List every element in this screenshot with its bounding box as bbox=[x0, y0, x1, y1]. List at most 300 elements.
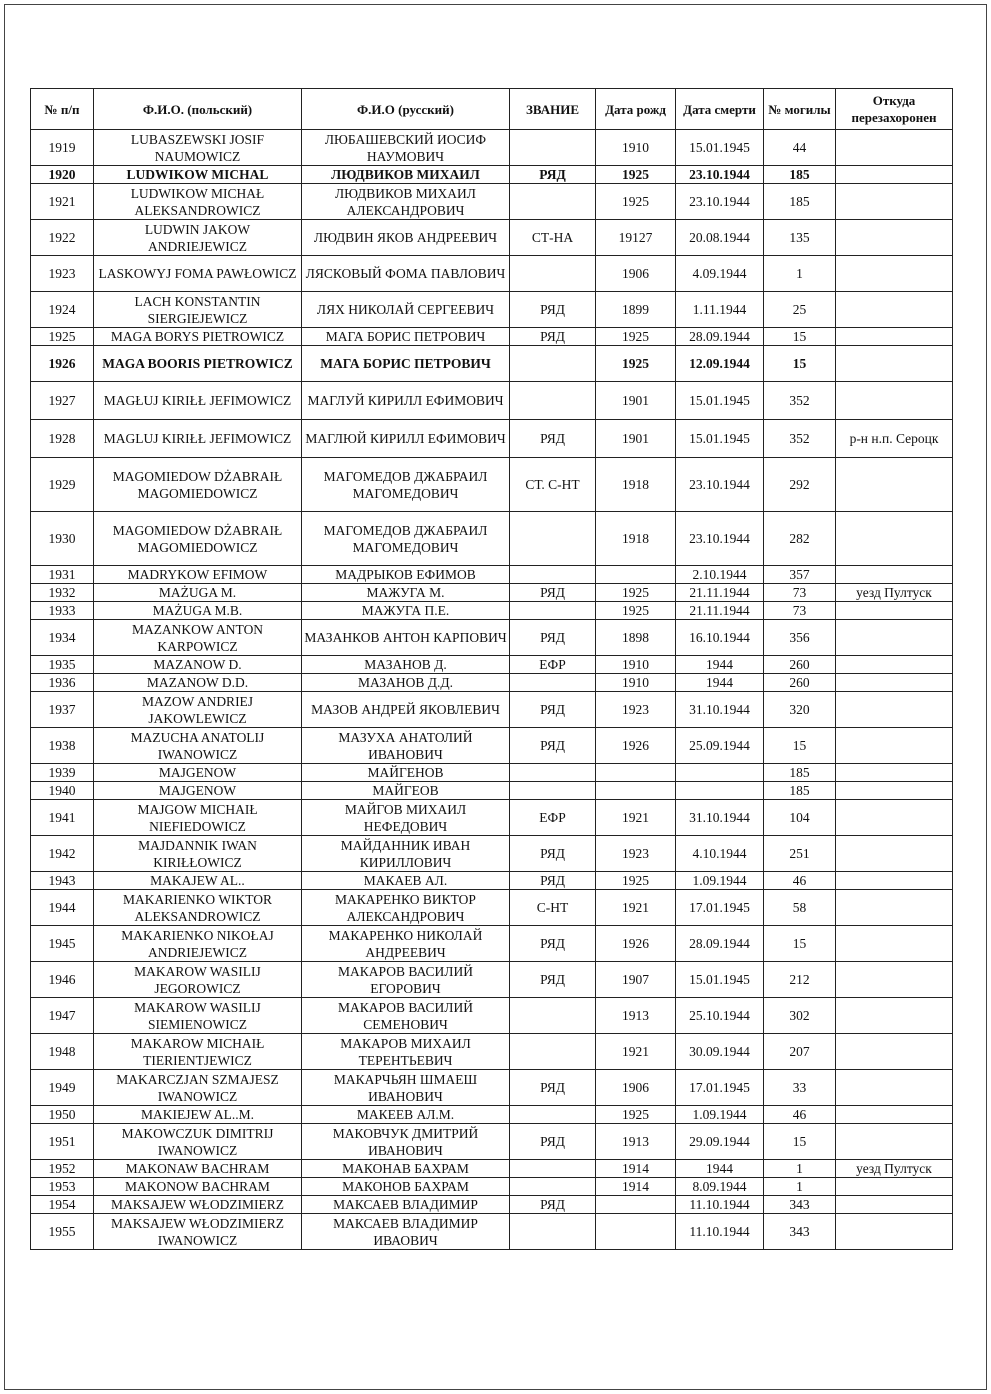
birth-date-cell bbox=[596, 1196, 676, 1214]
grave-number-cell: 352 bbox=[764, 382, 836, 420]
birth-date-cell: 1899 bbox=[596, 292, 676, 328]
name-ru-cell: МАЗАНОВ Д.Д. bbox=[302, 674, 510, 692]
reburied-from-cell bbox=[836, 328, 953, 346]
table-row bbox=[31, 382, 953, 420]
death-date-cell: 11.10.1944 bbox=[676, 1196, 764, 1214]
table-row bbox=[31, 220, 953, 256]
grave-number-cell: 260 bbox=[764, 674, 836, 692]
name-ru-cell: МАГА БОРИС ПЕТРОВИЧ bbox=[302, 328, 510, 346]
death-date-cell: 16.10.1944 bbox=[676, 620, 764, 656]
reburied-from-cell bbox=[836, 836, 953, 872]
reburied-from-cell bbox=[836, 926, 953, 962]
name-ru-cell: МАКАРОВ ВАСИЛИЙ СЕМЕНОВИЧ bbox=[302, 998, 510, 1034]
grave-number-cell: 46 bbox=[764, 1106, 836, 1124]
name-ru-cell: МАЗАНКОВ АНТОН КАРПОВИЧ bbox=[302, 620, 510, 656]
death-date-cell: 4.09.1944 bbox=[676, 256, 764, 292]
rank-cell: С-НТ bbox=[510, 890, 596, 926]
reburied-from-cell bbox=[836, 382, 953, 420]
table-row bbox=[31, 1034, 953, 1070]
table-row bbox=[31, 836, 953, 872]
grave-number-cell: 44 bbox=[764, 130, 836, 166]
name-ru-cell: МАГЛЮЙ КИРИЛЛ ЕФИМОВИЧ bbox=[302, 420, 510, 458]
birth-date-cell: 1918 bbox=[596, 458, 676, 512]
table-row bbox=[31, 674, 953, 692]
row-number-cell: 1926 bbox=[31, 346, 94, 382]
reburied-from-cell bbox=[836, 566, 953, 584]
birth-date-cell: 1921 bbox=[596, 890, 676, 926]
row-number-cell: 1940 bbox=[31, 782, 94, 800]
name-ru-cell: МАКЕЕВ АЛ.М. bbox=[302, 1106, 510, 1124]
header-row bbox=[31, 89, 953, 130]
name-pl-cell: MAZANOW D. bbox=[94, 656, 302, 674]
birth-date-cell: 1923 bbox=[596, 836, 676, 872]
birth-date-cell: 1913 bbox=[596, 998, 676, 1034]
death-date-cell: 15.01.1945 bbox=[676, 962, 764, 998]
grave-number-cell: 15 bbox=[764, 328, 836, 346]
name-pl-cell: LUDWIN JAKOW ANDRIEJEWICZ bbox=[94, 220, 302, 256]
rank-cell bbox=[510, 1160, 596, 1178]
birth-date-cell bbox=[596, 566, 676, 584]
row-number-cell: 1927 bbox=[31, 382, 94, 420]
table-row bbox=[31, 1178, 953, 1196]
birth-date-cell bbox=[596, 1214, 676, 1250]
rank-cell: СТ-НА bbox=[510, 220, 596, 256]
name-pl-cell: MAZANKOW ANTON KARPOWICZ bbox=[94, 620, 302, 656]
row-number-cell: 1930 bbox=[31, 512, 94, 566]
reburied-from-cell: уезд Пултуск bbox=[836, 584, 953, 602]
col-from-header: Откуда перезахоронен bbox=[836, 89, 953, 130]
table-row bbox=[31, 346, 953, 382]
reburied-from-cell bbox=[836, 1196, 953, 1214]
row-number-cell: 1941 bbox=[31, 800, 94, 836]
name-ru-cell: МАГА БОРИС ПЕТРОВИЧ bbox=[302, 346, 510, 382]
birth-date-cell: 1925 bbox=[596, 1106, 676, 1124]
name-ru-cell: МАКОВЧУК ДМИТРИЙ ИВАНОВИЧ bbox=[302, 1124, 510, 1160]
grave-number-cell: 185 bbox=[764, 764, 836, 782]
rank-cell: РЯД bbox=[510, 872, 596, 890]
rank-cell: РЯД bbox=[510, 1196, 596, 1214]
rank-cell: ЕФР bbox=[510, 800, 596, 836]
rank-cell: РЯД bbox=[510, 926, 596, 962]
reburied-from-cell bbox=[836, 962, 953, 998]
grave-number-cell: 25 bbox=[764, 292, 836, 328]
rank-cell bbox=[510, 1178, 596, 1196]
table-row bbox=[31, 998, 953, 1034]
death-date-cell: 1.11.1944 bbox=[676, 292, 764, 328]
reburied-from-cell bbox=[836, 656, 953, 674]
table-row bbox=[31, 584, 953, 602]
table-row bbox=[31, 328, 953, 346]
name-ru-cell: ЛЯХ НИКОЛАЙ СЕРГЕЕВИЧ bbox=[302, 292, 510, 328]
name-pl-cell: MAKARIENKO NIKOŁAJ ANDRIEJEWICZ bbox=[94, 926, 302, 962]
name-ru-cell: МАКАРЕНКО НИКОЛАЙ АНДРЕЕВИЧ bbox=[302, 926, 510, 962]
reburied-from-cell bbox=[836, 998, 953, 1034]
death-date-cell: 23.10.1944 bbox=[676, 166, 764, 184]
rank-cell: РЯД bbox=[510, 836, 596, 872]
col-grave-header: № могилы bbox=[764, 89, 836, 130]
death-date-cell: 31.10.1944 bbox=[676, 800, 764, 836]
death-date-cell: 28.09.1944 bbox=[676, 926, 764, 962]
birth-date-cell: 1901 bbox=[596, 420, 676, 458]
birth-date-cell: 1925 bbox=[596, 184, 676, 220]
rank-cell bbox=[510, 256, 596, 292]
rank-cell bbox=[510, 782, 596, 800]
rank-cell bbox=[510, 1034, 596, 1070]
birth-date-cell: 1910 bbox=[596, 674, 676, 692]
grave-number-cell: 15 bbox=[764, 728, 836, 764]
rank-cell bbox=[510, 998, 596, 1034]
reburied-from-cell bbox=[836, 1106, 953, 1124]
name-pl-cell: MAKARCZJAN SZMAJESZ IWANOWICZ bbox=[94, 1070, 302, 1106]
name-ru-cell: МАКСАЕВ ВЛАДИМИР bbox=[302, 1196, 510, 1214]
row-number-cell: 1922 bbox=[31, 220, 94, 256]
table-row bbox=[31, 872, 953, 890]
row-number-cell: 1934 bbox=[31, 620, 94, 656]
grave-number-cell: 260 bbox=[764, 656, 836, 674]
name-pl-cell: LUBASZEWSKI JOSIF NAUMOWICZ bbox=[94, 130, 302, 166]
grave-number-cell: 292 bbox=[764, 458, 836, 512]
reburied-from-cell bbox=[836, 674, 953, 692]
row-number-cell: 1952 bbox=[31, 1160, 94, 1178]
rank-cell bbox=[510, 1214, 596, 1250]
birth-date-cell: 19127 bbox=[596, 220, 676, 256]
row-number-cell: 1943 bbox=[31, 872, 94, 890]
death-date-cell: 21.11.1944 bbox=[676, 584, 764, 602]
row-number-cell: 1947 bbox=[31, 998, 94, 1034]
reburied-from-cell bbox=[836, 728, 953, 764]
grave-number-cell: 15 bbox=[764, 1124, 836, 1160]
name-pl-cell: MAKAROW MICHAIŁ TIERIENTJEWICZ bbox=[94, 1034, 302, 1070]
reburied-from-cell bbox=[836, 166, 953, 184]
death-date-cell: 15.01.1945 bbox=[676, 420, 764, 458]
grave-number-cell: 135 bbox=[764, 220, 836, 256]
row-number-cell: 1954 bbox=[31, 1196, 94, 1214]
rank-cell: РЯД bbox=[510, 328, 596, 346]
death-date-cell: 12.09.1944 bbox=[676, 346, 764, 382]
name-pl-cell: MAKAJEW AL.. bbox=[94, 872, 302, 890]
rank-cell bbox=[510, 382, 596, 420]
name-pl-cell: MAZUCHA ANATOLIJ IWANOWICZ bbox=[94, 728, 302, 764]
table-row bbox=[31, 962, 953, 998]
grave-number-cell: 320 bbox=[764, 692, 836, 728]
table-row bbox=[31, 166, 953, 184]
table-row bbox=[31, 1106, 953, 1124]
table-row bbox=[31, 1214, 953, 1250]
grave-number-cell: 185 bbox=[764, 782, 836, 800]
death-date-cell: 1944 bbox=[676, 674, 764, 692]
rank-cell: РЯД bbox=[510, 962, 596, 998]
name-pl-cell: MAGOMIEDOW DŻABRAIŁ MAGOMIEDOWICZ bbox=[94, 512, 302, 566]
reburied-from-cell bbox=[836, 1124, 953, 1160]
name-pl-cell: MAKAROW WASILIJ SIEMIENOWICZ bbox=[94, 998, 302, 1034]
name-pl-cell: MAGŁUJ KIRIŁŁ JEFIMOWICZ bbox=[94, 382, 302, 420]
table-row bbox=[31, 566, 953, 584]
name-pl-cell: MAKSAJEW WŁODZIMIERZ bbox=[94, 1196, 302, 1214]
reburied-from-cell bbox=[836, 130, 953, 166]
birth-date-cell: 1926 bbox=[596, 926, 676, 962]
name-ru-cell: ЛЮДВИН ЯКОВ АНДРЕЕВИЧ bbox=[302, 220, 510, 256]
name-ru-cell: ЛЮДВИКОВ МИХАИЛ bbox=[302, 166, 510, 184]
grave-number-cell: 15 bbox=[764, 926, 836, 962]
row-number-cell: 1950 bbox=[31, 1106, 94, 1124]
table-row bbox=[31, 292, 953, 328]
table-row bbox=[31, 1196, 953, 1214]
col-died-header: Дата смерти bbox=[676, 89, 764, 130]
name-ru-cell: МАЙГЕНОВ bbox=[302, 764, 510, 782]
table-row bbox=[31, 890, 953, 926]
row-number-cell: 1948 bbox=[31, 1034, 94, 1070]
reburied-from-cell bbox=[836, 346, 953, 382]
rank-cell bbox=[510, 602, 596, 620]
name-ru-cell: МАГОМЕДОВ ДЖАБРАИЛ МАГОМЕДОВИЧ bbox=[302, 458, 510, 512]
rank-cell bbox=[510, 184, 596, 220]
grave-number-cell: 73 bbox=[764, 584, 836, 602]
grave-number-cell: 302 bbox=[764, 998, 836, 1034]
name-pl-cell: LACH KONSTANTIN SIERGIEJEWICZ bbox=[94, 292, 302, 328]
row-number-cell: 1925 bbox=[31, 328, 94, 346]
name-pl-cell: LUDWIKOW MICHAŁ ALEKSANDROWICZ bbox=[94, 184, 302, 220]
grave-number-cell: 73 bbox=[764, 602, 836, 620]
name-ru-cell: МАЗАНОВ Д. bbox=[302, 656, 510, 674]
name-pl-cell: MADRYKOW EFIMOW bbox=[94, 566, 302, 584]
table-row bbox=[31, 1124, 953, 1160]
row-number-cell: 1949 bbox=[31, 1070, 94, 1106]
table-row bbox=[31, 656, 953, 674]
name-pl-cell: MAZANOW D.D. bbox=[94, 674, 302, 692]
death-date-cell: 17.01.1945 bbox=[676, 1070, 764, 1106]
reburied-from-cell: р-н н.п. Сероцк bbox=[836, 420, 953, 458]
name-pl-cell: MAGA BOORIS PIETROWICZ bbox=[94, 346, 302, 382]
death-date-cell: 21.11.1944 bbox=[676, 602, 764, 620]
rank-cell bbox=[510, 764, 596, 782]
rank-cell bbox=[510, 512, 596, 566]
grave-number-cell: 46 bbox=[764, 872, 836, 890]
name-ru-cell: МАЖУГА М. bbox=[302, 584, 510, 602]
death-date-cell: 23.10.1944 bbox=[676, 458, 764, 512]
rank-cell: РЯД bbox=[510, 620, 596, 656]
name-pl-cell: MAGOMIEDOW DŻABRAIŁ MAGOMIEDOWICZ bbox=[94, 458, 302, 512]
burial-table bbox=[30, 88, 953, 1250]
row-number-cell: 1951 bbox=[31, 1124, 94, 1160]
table-row bbox=[31, 782, 953, 800]
rank-cell bbox=[510, 346, 596, 382]
col-rank-header: ЗВАНИЕ bbox=[510, 89, 596, 130]
reburied-from-cell bbox=[836, 620, 953, 656]
reburied-from-cell bbox=[836, 512, 953, 566]
rank-cell: РЯД bbox=[510, 584, 596, 602]
row-number-cell: 1923 bbox=[31, 256, 94, 292]
row-number-cell: 1942 bbox=[31, 836, 94, 872]
birth-date-cell: 1914 bbox=[596, 1160, 676, 1178]
birth-date-cell: 1921 bbox=[596, 800, 676, 836]
death-date-cell bbox=[676, 782, 764, 800]
table-row bbox=[31, 602, 953, 620]
reburied-from-cell bbox=[836, 1070, 953, 1106]
name-pl-cell: MAKARIENKO WIKTOR ALEKSANDROWICZ bbox=[94, 890, 302, 926]
grave-number-cell: 357 bbox=[764, 566, 836, 584]
birth-date-cell: 1914 bbox=[596, 1178, 676, 1196]
name-pl-cell: MAGLUJ KIRIŁŁ JEFIMOWICZ bbox=[94, 420, 302, 458]
death-date-cell: 20.08.1944 bbox=[676, 220, 764, 256]
name-pl-cell: MAŻUGA M.B. bbox=[94, 602, 302, 620]
rank-cell bbox=[510, 674, 596, 692]
grave-number-cell: 185 bbox=[764, 184, 836, 220]
death-date-cell: 29.09.1944 bbox=[676, 1124, 764, 1160]
birth-date-cell: 1906 bbox=[596, 1070, 676, 1106]
table-row bbox=[31, 512, 953, 566]
row-number-cell: 1944 bbox=[31, 890, 94, 926]
name-pl-cell: MAJGOW MICHAIŁ NIEFIEDOWICZ bbox=[94, 800, 302, 836]
table-row bbox=[31, 256, 953, 292]
death-date-cell: 11.10.1944 bbox=[676, 1214, 764, 1250]
table-row bbox=[31, 764, 953, 782]
row-number-cell: 1932 bbox=[31, 584, 94, 602]
rank-cell: РЯД bbox=[510, 1070, 596, 1106]
table-row bbox=[31, 420, 953, 458]
birth-date-cell: 1918 bbox=[596, 512, 676, 566]
death-date-cell: 2.10.1944 bbox=[676, 566, 764, 584]
name-ru-cell: МАЗУХА АНАТОЛИЙ ИВАНОВИЧ bbox=[302, 728, 510, 764]
death-date-cell: 1.09.1944 bbox=[676, 872, 764, 890]
name-ru-cell: ЛЯСКОВЫЙ ФОМА ПАВЛОВИЧ bbox=[302, 256, 510, 292]
row-number-cell: 1936 bbox=[31, 674, 94, 692]
name-pl-cell: MAKAROW WASILIJ JEGOROWICZ bbox=[94, 962, 302, 998]
name-ru-cell: МАЗОВ АНДРЕЙ ЯКОВЛЕВИЧ bbox=[302, 692, 510, 728]
name-ru-cell: ЛЮБАШЕВСКИЙ ИОСИФ НАУМОВИЧ bbox=[302, 130, 510, 166]
name-ru-cell: МАКСАЕВ ВЛАДИМИР ИВАОВИЧ bbox=[302, 1214, 510, 1250]
name-pl-cell: MAJGENOW bbox=[94, 764, 302, 782]
col-born-header: Дата рожд bbox=[596, 89, 676, 130]
birth-date-cell: 1913 bbox=[596, 1124, 676, 1160]
grave-number-cell: 15 bbox=[764, 346, 836, 382]
rank-cell: РЯД bbox=[510, 292, 596, 328]
death-date-cell: 25.09.1944 bbox=[676, 728, 764, 764]
table-row bbox=[31, 1070, 953, 1106]
death-date-cell: 30.09.1944 bbox=[676, 1034, 764, 1070]
name-ru-cell: МАКОНОВ БАХРАМ bbox=[302, 1178, 510, 1196]
name-ru-cell: МАЙГЕОВ bbox=[302, 782, 510, 800]
grave-number-cell: 343 bbox=[764, 1214, 836, 1250]
reburied-from-cell bbox=[836, 1034, 953, 1070]
name-pl-cell: MAKOWCZUK DIMITRIJ IWANOWICZ bbox=[94, 1124, 302, 1160]
row-number-cell: 1920 bbox=[31, 166, 94, 184]
reburied-from-cell bbox=[836, 782, 953, 800]
death-date-cell: 1.09.1944 bbox=[676, 1106, 764, 1124]
death-date-cell: 23.10.1944 bbox=[676, 512, 764, 566]
reburied-from-cell bbox=[836, 292, 953, 328]
grave-number-cell: 212 bbox=[764, 962, 836, 998]
row-number-cell: 1953 bbox=[31, 1178, 94, 1196]
name-pl-cell: MAGA BORYS PIETROWICZ bbox=[94, 328, 302, 346]
reburied-from-cell: уезд Пултуск bbox=[836, 1160, 953, 1178]
name-ru-cell: МАДРЫКОВ ЕФИМОВ bbox=[302, 566, 510, 584]
death-date-cell: 4.10.1944 bbox=[676, 836, 764, 872]
rank-cell bbox=[510, 1106, 596, 1124]
grave-number-cell: 1 bbox=[764, 1178, 836, 1196]
birth-date-cell: 1926 bbox=[596, 728, 676, 764]
name-ru-cell: МАГЛУЙ КИРИЛЛ ЕФИМОВИЧ bbox=[302, 382, 510, 420]
name-ru-cell: МАГОМЕДОВ ДЖАБРАИЛ МАГОМЕДОВИЧ bbox=[302, 512, 510, 566]
table-row bbox=[31, 1160, 953, 1178]
table-row bbox=[31, 800, 953, 836]
row-number-cell: 1937 bbox=[31, 692, 94, 728]
name-ru-cell: МАКАРЕНКО ВИКТОР АЛЕКСАНДРОВИЧ bbox=[302, 890, 510, 926]
name-pl-cell: MAJGENOW bbox=[94, 782, 302, 800]
table-row bbox=[31, 184, 953, 220]
name-pl-cell: MAKIEJEW AL..M. bbox=[94, 1106, 302, 1124]
birth-date-cell: 1906 bbox=[596, 256, 676, 292]
grave-number-cell: 1 bbox=[764, 1160, 836, 1178]
death-date-cell: 15.01.1945 bbox=[676, 382, 764, 420]
name-ru-cell: МАКАРЧЬЯН ШМАЕШ ИВАНОВИЧ bbox=[302, 1070, 510, 1106]
name-ru-cell: ЛЮДВИКОВ МИХАИЛ АЛЕКСАНДРОВИЧ bbox=[302, 184, 510, 220]
death-date-cell: 28.09.1944 bbox=[676, 328, 764, 346]
birth-date-cell: 1898 bbox=[596, 620, 676, 656]
reburied-from-cell bbox=[836, 220, 953, 256]
death-date-cell: 17.01.1945 bbox=[676, 890, 764, 926]
reburied-from-cell bbox=[836, 256, 953, 292]
grave-number-cell: 356 bbox=[764, 620, 836, 656]
death-date-cell: 15.01.1945 bbox=[676, 130, 764, 166]
rank-cell bbox=[510, 130, 596, 166]
grave-number-cell: 33 bbox=[764, 1070, 836, 1106]
reburied-from-cell bbox=[836, 602, 953, 620]
name-pl-cell: MAKONAW BACHRAM bbox=[94, 1160, 302, 1178]
rank-cell: РЯД bbox=[510, 1124, 596, 1160]
birth-date-cell bbox=[596, 782, 676, 800]
death-date-cell: 8.09.1944 bbox=[676, 1178, 764, 1196]
table-row bbox=[31, 620, 953, 656]
reburied-from-cell bbox=[836, 890, 953, 926]
col-num-header: № п/п bbox=[31, 89, 94, 130]
death-date-cell: 25.10.1944 bbox=[676, 998, 764, 1034]
birth-date-cell: 1925 bbox=[596, 584, 676, 602]
grave-number-cell: 58 bbox=[764, 890, 836, 926]
birth-date-cell: 1921 bbox=[596, 1034, 676, 1070]
birth-date-cell: 1910 bbox=[596, 130, 676, 166]
death-date-cell: 23.10.1944 bbox=[676, 184, 764, 220]
reburied-from-cell bbox=[836, 764, 953, 782]
reburied-from-cell bbox=[836, 1178, 953, 1196]
row-number-cell: 1946 bbox=[31, 962, 94, 998]
name-ru-cell: МАКАРОВ ВАСИЛИЙ ЕГОРОВИЧ bbox=[302, 962, 510, 998]
name-ru-cell: МАКАЕВ АЛ. bbox=[302, 872, 510, 890]
row-number-cell: 1939 bbox=[31, 764, 94, 782]
col-name-ru-header: Ф.И.О (русский) bbox=[302, 89, 510, 130]
death-date-cell bbox=[676, 764, 764, 782]
grave-number-cell: 352 bbox=[764, 420, 836, 458]
birth-date-cell: 1925 bbox=[596, 872, 676, 890]
birth-date-cell: 1925 bbox=[596, 328, 676, 346]
birth-date-cell: 1925 bbox=[596, 602, 676, 620]
name-pl-cell: LASKOWYJ FOMA PAWŁOWICZ bbox=[94, 256, 302, 292]
row-number-cell: 1924 bbox=[31, 292, 94, 328]
birth-date-cell: 1925 bbox=[596, 346, 676, 382]
grave-number-cell: 104 bbox=[764, 800, 836, 836]
table-row bbox=[31, 692, 953, 728]
name-ru-cell: МАЙГОВ МИХАИЛ НЕФЕДОВИЧ bbox=[302, 800, 510, 836]
table-body bbox=[31, 130, 953, 1250]
grave-number-cell: 1 bbox=[764, 256, 836, 292]
row-number-cell: 1938 bbox=[31, 728, 94, 764]
name-ru-cell: МАКАРОВ МИХАИЛ ТЕРЕНТЬЕВИЧ bbox=[302, 1034, 510, 1070]
grave-number-cell: 251 bbox=[764, 836, 836, 872]
name-ru-cell: МАЙДАННИК ИВАН КИРИЛЛОВИЧ bbox=[302, 836, 510, 872]
rank-cell: СТ. С-НТ bbox=[510, 458, 596, 512]
name-pl-cell: MAKONOW BACHRAM bbox=[94, 1178, 302, 1196]
rank-cell bbox=[510, 566, 596, 584]
birth-date-cell: 1907 bbox=[596, 962, 676, 998]
